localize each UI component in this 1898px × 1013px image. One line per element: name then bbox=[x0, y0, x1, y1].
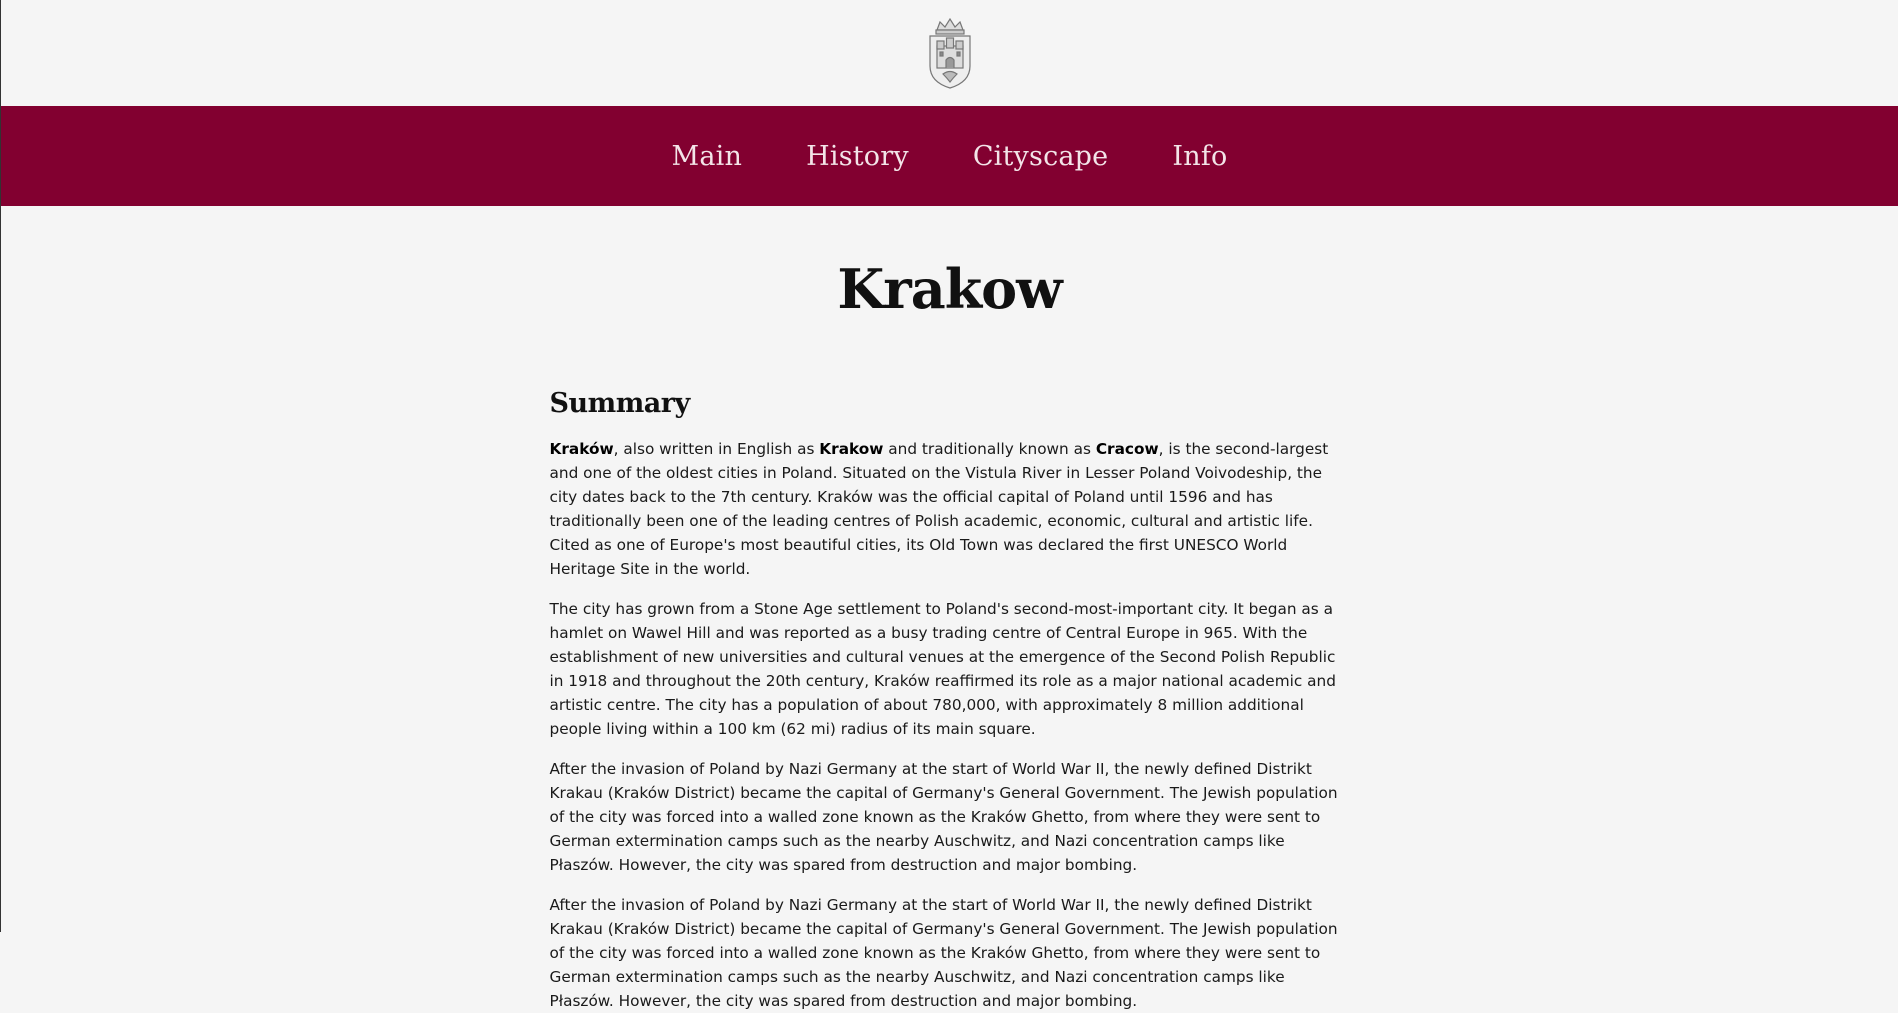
nav-item-info[interactable]: Info bbox=[1172, 140, 1228, 172]
main-content bbox=[550, 388, 1350, 1013]
main-nav bbox=[1, 106, 1898, 206]
bold-name-krakow: Krakow bbox=[819, 440, 884, 458]
text-run: , also written in English as bbox=[613, 440, 820, 458]
text-run: and traditionally known as bbox=[883, 440, 1096, 458]
summary-heading: Summary bbox=[549, 388, 690, 419]
nav-item-cityscape[interactable]: Cityscape bbox=[972, 140, 1109, 172]
text-run: , is the second-largest and one of the oldest cities in Poland. Situated on the Vistula River in Lesser Poland Voivodeship, the city dates back to the 7th century. Kraków was the official capital of Poland until 1596 and has traditionally been one of the leading centres of Polish academic, economic, cultural and artistic life. Cited as one of Europe's most beautiful cities, its Old Town was declared the first UNESCO World Heritage Site in the world. bbox=[549, 440, 1329, 578]
crest-icon[interactable] bbox=[925, 16, 975, 90]
summary-paragraph-1 bbox=[550, 437, 1350, 581]
summary-paragraph-4: After the invasion of Poland by Nazi Germany at the start of World War II, the newly defined Distrikt Krakau (Kraków District) became the capital of Germany's General Government. The Jewish population of the city was forced into a walled zone known as the Kraków Ghetto, from where they were sent to German extermination camps such as the nearby Auschwitz, and Nazi concentration camps like Płaszów. However, the city was spared from destruction and major bombing. bbox=[549, 896, 1338, 1010]
bold-name-krakow-polish: Kraków bbox=[549, 440, 614, 458]
nav-item-main[interactable]: Main bbox=[671, 140, 743, 172]
site-header bbox=[1, 0, 1898, 106]
summary-paragraph-3: After the invasion of Poland by Nazi Germany at the start of World War II, the newly defined Distrikt Krakau (Kraków District) became the capital of Germany's General Government. The Jewish population of the city was forced into a walled zone known as the Kraków Ghetto, from where they were sent to German extermination camps such as the nearby Auschwitz, and Nazi concentration camps like Płaszów. However, the city was spared from destruction and major bombing. bbox=[549, 760, 1338, 874]
page-title: Krakow bbox=[837, 257, 1062, 321]
summary-paragraph-2: The city has grown from a Stone Age settlement to Poland's second-most-important city. It began as a hamlet on Wawel Hill and was reported as a busy trading centre of Central Europe in 965. With the establishment of new universities and cultural venues at the emergence of the Second Polish Republic in 1918 and throughout the 20th century, Kraków reaffirmed its role as a major national academic and artistic centre. The city has a population of about 780,000, with approximately 8 million additional people living within a 100 km (62 mi) radius of its main square. bbox=[549, 600, 1336, 738]
nav-item-history[interactable]: History bbox=[806, 140, 909, 172]
bold-name-cracow: Cracow bbox=[1095, 440, 1159, 458]
